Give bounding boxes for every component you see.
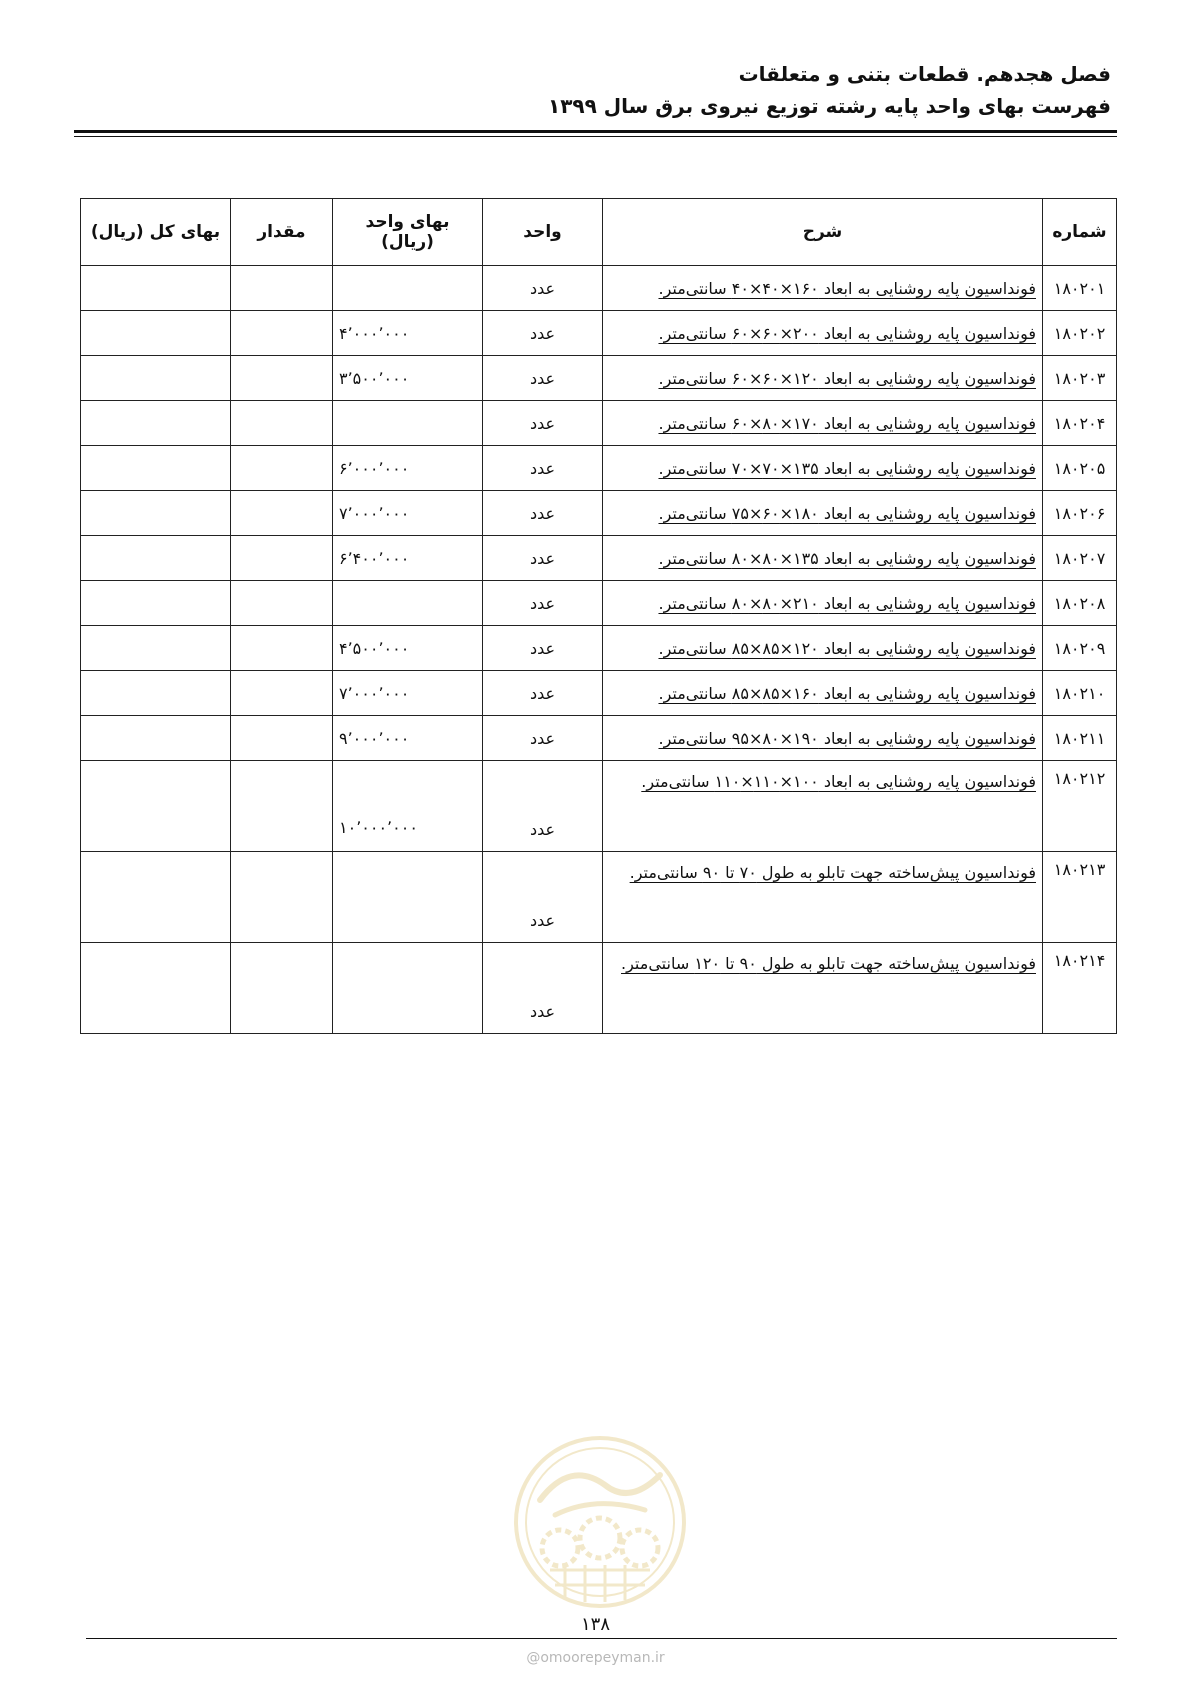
item-total-price (81, 716, 231, 761)
item-description: فونداسیون پایه روشنایی به ابعاد ۱۶۰×۴۰×۴۰ سانتی‌متر. (603, 266, 1043, 311)
item-quantity (231, 401, 333, 446)
item-code: ۱۸۰۲۰۶ (1043, 491, 1117, 536)
item-description: فونداسیون پایه روشنایی به ابعاد ۱۳۵×۸۰×۸۰ سانتی‌متر. (603, 536, 1043, 581)
item-total-price (81, 491, 231, 536)
item-quantity (231, 626, 333, 671)
item-quantity (231, 852, 333, 943)
item-quantity (231, 943, 333, 1034)
item-description: فونداسیون پایه روشنایی به ابعاد ۱۹۰×۸۰×۹۵ سانتی‌متر. (603, 716, 1043, 761)
item-unit: عدد (483, 491, 603, 536)
item-unit-price: ۴٬۵۰۰٬۰۰۰ (333, 626, 483, 671)
item-unit-price: ۷٬۰۰۰٬۰۰۰ (333, 671, 483, 716)
item-code: ۱۸۰۲۱۴ (1043, 943, 1117, 1034)
table-row (81, 716, 1117, 761)
item-code: ۱۸۰۲۰۹ (1043, 626, 1117, 671)
item-unit-price (333, 852, 483, 943)
item-description: فونداسیون پیش‌ساخته جهت تابلو به طول ۷۰ تا ۹۰ سانتی‌متر. (603, 852, 1043, 943)
item-description: فونداسیون پایه روشنایی به ابعاد ۱۸۰×۶۰×۷۵ سانتی‌متر. (603, 491, 1043, 536)
item-unit: عدد (483, 446, 603, 491)
item-total-price (81, 446, 231, 491)
item-description: فونداسیون پیش‌ساخته جهت تابلو به طول ۹۰ تا ۱۲۰ سانتی‌متر. (603, 943, 1043, 1034)
table-row (81, 491, 1117, 536)
item-unit: عدد (483, 311, 603, 356)
item-total-price (81, 536, 231, 581)
table-row (81, 401, 1117, 446)
item-description: فونداسیون پایه روشنایی به ابعاد ۲۰۰×۶۰×۶۰ سانتی‌متر. (603, 311, 1043, 356)
table-row (81, 671, 1117, 716)
item-description: فونداسیون پایه روشنایی به ابعاد ۱۶۰×۸۵×۸۵ سانتی‌متر. (603, 671, 1043, 716)
item-quantity (231, 446, 333, 491)
item-total-price (81, 266, 231, 311)
item-unit-price: ۷٬۰۰۰٬۰۰۰ (333, 491, 483, 536)
price-list-title: فهرست بهای واحد پایه رشته توزیع نیروی برق سال ۱۳۹۹ (548, 94, 1111, 118)
item-code: ۱۸۰۲۰۴ (1043, 401, 1117, 446)
item-total-price (81, 626, 231, 671)
item-description: فونداسیون پایه روشنایی به ابعاد ۱۲۰×۶۰×۶۰ سانتی‌متر. (603, 356, 1043, 401)
item-code: ۱۸۰۲۱۲ (1043, 761, 1117, 852)
header-unit-price: بهای واحد (ریال) (333, 199, 483, 266)
item-total-price (81, 581, 231, 626)
item-unit: عدد (483, 943, 603, 1034)
item-code: ۱۸۰۲۰۳ (1043, 356, 1117, 401)
item-unit-price: ۴٬۰۰۰٬۰۰۰ (333, 311, 483, 356)
item-quantity (231, 581, 333, 626)
page-number: ۱۳۸ (580, 1614, 610, 1635)
item-quantity (231, 266, 333, 311)
item-unit: عدد (483, 852, 603, 943)
item-unit: عدد (483, 536, 603, 581)
item-unit-price: ۶٬۴۰۰٬۰۰۰ (333, 536, 483, 581)
item-unit: عدد (483, 581, 603, 626)
item-unit-price: ۶٬۰۰۰٬۰۰۰ (333, 446, 483, 491)
item-unit-price: ۳٬۵۰۰٬۰۰۰ (333, 356, 483, 401)
item-total-price (81, 943, 231, 1034)
header-unit: واحد (483, 199, 603, 266)
item-unit: عدد (483, 626, 603, 671)
item-unit: عدد (483, 356, 603, 401)
item-total-price (81, 671, 231, 716)
item-description: فونداسیون پایه روشنایی به ابعاد ۱۳۵×۷۰×۷۰ سانتی‌متر. (603, 446, 1043, 491)
item-unit-price: ۱۰٬۰۰۰٬۰۰۰ (333, 761, 483, 852)
item-total-price (81, 311, 231, 356)
item-code: ۱۸۰۲۰۷ (1043, 536, 1117, 581)
chapter-title: فصل هجدهم. قطعات بتنی و متعلقات (738, 62, 1111, 86)
item-description: فونداسیون پایه روشنایی به ابعاد ۱۷۰×۸۰×۶۰ سانتی‌متر. (603, 401, 1043, 446)
item-unit: عدد (483, 716, 603, 761)
item-unit-price (333, 581, 483, 626)
item-unit: عدد (483, 401, 603, 446)
item-unit-price (333, 266, 483, 311)
item-quantity (231, 716, 333, 761)
item-unit: عدد (483, 266, 603, 311)
table-row (81, 852, 1117, 943)
page-header (548, 58, 1111, 122)
table-row (81, 311, 1117, 356)
price-table (80, 198, 1117, 1034)
item-quantity (231, 311, 333, 356)
item-quantity (231, 761, 333, 852)
item-quantity (231, 356, 333, 401)
item-code: ۱۸۰۲۰۲ (1043, 311, 1117, 356)
item-unit-price: ۹٬۰۰۰٬۰۰۰ (333, 716, 483, 761)
header-code: شماره (1043, 199, 1117, 266)
header-rule-thin (74, 136, 1117, 137)
watermark-logo-icon (510, 1430, 690, 1620)
table-row (81, 761, 1117, 852)
item-total-price (81, 852, 231, 943)
table-row (81, 356, 1117, 401)
item-code: ۱۸۰۲۱۰ (1043, 671, 1117, 716)
footer-rule (86, 1638, 1117, 1639)
table-row (81, 626, 1117, 671)
website-watermark: @omoorepeyman.ir (526, 1650, 665, 1666)
item-code: ۱۸۰۲۱۱ (1043, 716, 1117, 761)
item-code: ۱۸۰۲۰۸ (1043, 581, 1117, 626)
item-quantity (231, 491, 333, 536)
item-unit-price (333, 401, 483, 446)
table-header-row (81, 199, 1117, 266)
item-code: ۱۸۰۲۰۵ (1043, 446, 1117, 491)
table-row (81, 446, 1117, 491)
item-unit: عدد (483, 761, 603, 852)
item-total-price (81, 761, 231, 852)
header-quantity: مقدار (231, 199, 333, 266)
table-row (81, 581, 1117, 626)
item-total-price (81, 401, 231, 446)
item-description: فونداسیون پایه روشنایی به ابعاد ۲۱۰×۸۰×۸۰ سانتی‌متر. (603, 581, 1043, 626)
table-row (81, 943, 1117, 1034)
item-code: ۱۸۰۲۱۳ (1043, 852, 1117, 943)
item-total-price (81, 356, 231, 401)
header-rule-thick (74, 130, 1117, 133)
item-quantity (231, 671, 333, 716)
header-description: شرح (603, 199, 1043, 266)
item-unit: عدد (483, 671, 603, 716)
table-row (81, 266, 1117, 311)
item-code: ۱۸۰۲۰۱ (1043, 266, 1117, 311)
item-unit-price (333, 943, 483, 1034)
table-row (81, 536, 1117, 581)
header-total-price: بهای کل (ریال) (81, 199, 231, 266)
item-description: فونداسیون پایه روشنایی به ابعاد ۱۰۰×۱۱۰×۱۱۰ سانتی‌متر. (603, 761, 1043, 852)
item-quantity (231, 536, 333, 581)
item-description: فونداسیون پایه روشنایی به ابعاد ۱۲۰×۸۵×۸۵ سانتی‌متر. (603, 626, 1043, 671)
